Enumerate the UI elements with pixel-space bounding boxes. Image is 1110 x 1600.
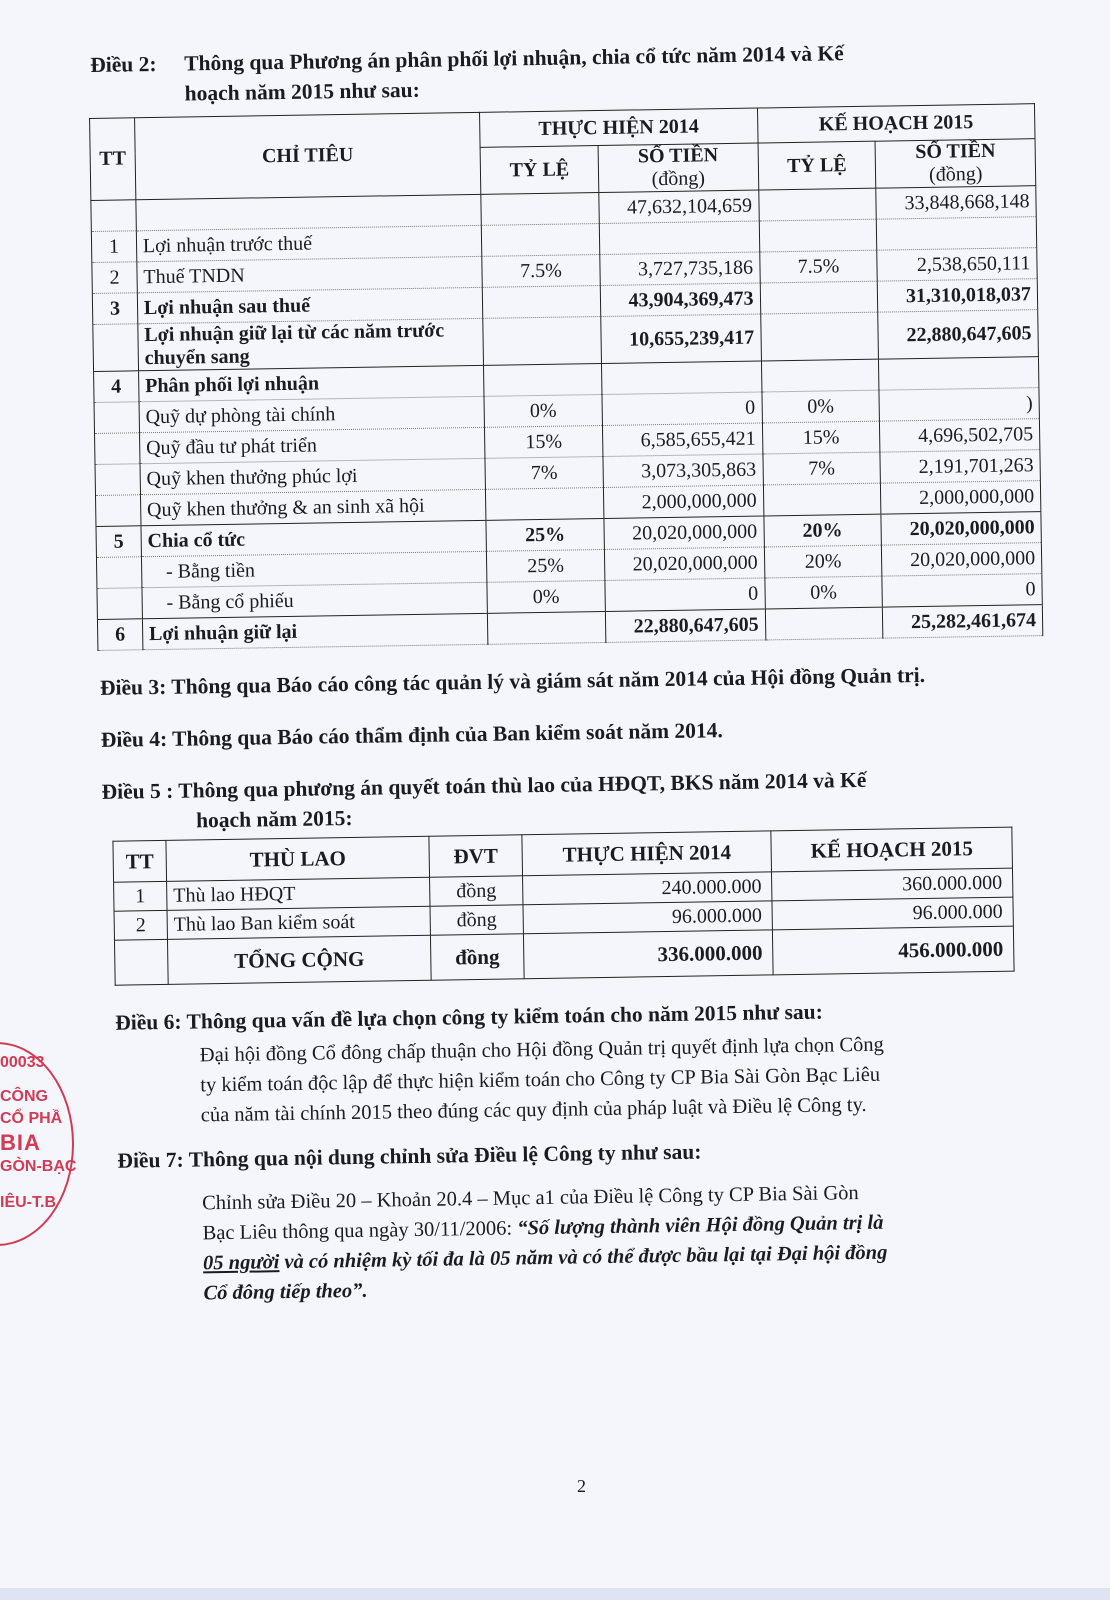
dieu6-para-line: của năm tài chính 2015 theo đúng các quy định của pháp luật và Điều lệ Công ty. bbox=[200, 1093, 867, 1127]
row-name: Quỹ đầu tư phát triển bbox=[139, 427, 485, 463]
row-amount-2015: 4,696,502,705 bbox=[880, 419, 1040, 453]
row-rate-2015: 20% bbox=[764, 545, 882, 578]
row-rate-2015 bbox=[758, 188, 876, 221]
dieu7-quote: Cổ đông tiếp theo”. bbox=[203, 1279, 368, 1305]
seal-text: GÒN-BẠC bbox=[0, 1158, 77, 1175]
row-rate-2015: 0% bbox=[761, 390, 879, 423]
row-amount-2015: 0 bbox=[882, 574, 1042, 608]
row-amount-2014: 3,073,305,863 bbox=[603, 454, 763, 488]
row-rate-2014 bbox=[486, 487, 604, 520]
row-rate-2015: 7.5% bbox=[759, 250, 877, 283]
row-amount-2014: 10,655,239,417 bbox=[601, 314, 761, 364]
row-tt bbox=[95, 464, 140, 496]
row-tt: 2 bbox=[92, 262, 137, 294]
row-rate-2014 bbox=[482, 286, 600, 319]
profit-distribution-table bbox=[89, 103, 1043, 651]
dieu4-text: Thông qua Báo cáo thẩm định của Ban kiểm soát năm 2014. bbox=[171, 718, 723, 751]
row-rate-2014: 7.5% bbox=[482, 255, 600, 288]
row-amount-2014 bbox=[599, 221, 759, 255]
row-amount-2015: 20,020,000,000 bbox=[882, 543, 1042, 577]
row-amount-2015: 31,310,018,037 bbox=[878, 279, 1038, 313]
scan-bottom-band bbox=[0, 1588, 1110, 1600]
row-rate-2015 bbox=[759, 219, 877, 252]
row-name: Lợi nhuận giữ lại bbox=[142, 613, 488, 649]
dieu7-quote: “Số lượng thành viên Hội đồng Quản trị là bbox=[517, 1211, 884, 1240]
row-amount-2014: 20,020,000,000 bbox=[604, 516, 764, 550]
row-rate-2014: 0% bbox=[484, 395, 602, 428]
row-amount-2014: 0 bbox=[605, 578, 765, 612]
dieu5-label: Điều 5 : bbox=[101, 778, 174, 804]
so-tien-label: SỐ TIỀN bbox=[915, 139, 996, 164]
company-seal bbox=[0, 1052, 80, 1252]
document-page bbox=[90, 35, 1070, 1310]
row-rate-2014: 7% bbox=[485, 456, 603, 489]
col-chi-tieu: CHỈ TIÊU bbox=[134, 112, 480, 199]
row-amount-2015: 2,538,650,111 bbox=[877, 248, 1037, 282]
row-name: - Bằng cổ phiếu bbox=[142, 582, 488, 618]
row-rate-2014 bbox=[481, 193, 599, 226]
seal-text: CÔNG bbox=[0, 1088, 48, 1105]
row-name: Quỹ dự phòng tài chính bbox=[139, 396, 485, 432]
row-tt bbox=[93, 324, 139, 372]
col-ke-hoach: KẾ HOẠCH 2015 bbox=[757, 104, 1035, 143]
seal-text: 00033 bbox=[0, 1054, 45, 1071]
col-thu-lao: THÙ LAO bbox=[166, 836, 430, 881]
row-tt: 3 bbox=[92, 293, 137, 325]
row-rate-2015: 20% bbox=[763, 514, 881, 547]
dieu7-paragraph bbox=[108, 1175, 1070, 1310]
col-thuc-hien: THỰC HIỆN 2014 bbox=[480, 108, 758, 147]
col-so-tien-2014 bbox=[598, 143, 758, 193]
row-amount-2014: 0 bbox=[602, 392, 762, 426]
row-name: Chia cổ tức bbox=[141, 520, 487, 556]
row-name: Lợi nhuận trước thuế bbox=[136, 225, 482, 261]
row-rate-2014: 25% bbox=[487, 549, 605, 582]
col-thuc-hien: THỰC HIỆN 2014 bbox=[522, 831, 772, 876]
row-rate-2015 bbox=[763, 483, 881, 516]
row-rate-2015 bbox=[765, 607, 883, 640]
row-amount-2014: 22,880,647,605 bbox=[605, 609, 765, 643]
total-amount-2015: 456.000.000 bbox=[773, 926, 1014, 975]
total-amount-2014: 336.000.000 bbox=[523, 930, 773, 979]
row-amount-2015: 22,880,647,605 bbox=[878, 310, 1038, 360]
row-amount-2015: 96.000.000 bbox=[772, 897, 1013, 930]
row-amount-2014: 20,020,000,000 bbox=[604, 547, 764, 581]
row-name: Lợi nhuận giữ lại từ các năm trước chuyển sang bbox=[138, 318, 484, 370]
row-amount-2015: 2,000,000,000 bbox=[881, 481, 1041, 515]
dieu2-heading bbox=[90, 35, 1051, 110]
row-rate-2014: 15% bbox=[485, 425, 603, 458]
row-rate-2014: 0% bbox=[487, 580, 605, 613]
row-amount-2014: 3,727,735,186 bbox=[600, 252, 760, 286]
row-amount-2014: 43,904,369,473 bbox=[600, 283, 760, 317]
row-tt bbox=[97, 588, 142, 620]
seal-text: BIA bbox=[0, 1130, 41, 1155]
row-amount-2015: ) bbox=[879, 388, 1039, 422]
page-number: 2 bbox=[577, 1476, 586, 1496]
row-tt: 5 bbox=[96, 526, 141, 558]
dieu5-line1: Thông qua phương án quyết toán thù lao của HĐQT, BKS năm 2014 và Kế bbox=[178, 767, 867, 803]
dieu7-text: Thông qua nội dung chỉnh sửa Điều lệ Công ty như sau: bbox=[188, 1139, 702, 1172]
row-rate-2015: 0% bbox=[764, 576, 882, 609]
row-amount-2014: 2,000,000,000 bbox=[603, 485, 763, 519]
remuneration-table bbox=[112, 827, 1014, 986]
row-rate-2014 bbox=[484, 364, 602, 397]
row-tt: 1 bbox=[91, 231, 136, 263]
row-tt bbox=[114, 939, 168, 985]
dong-label: (đồng) bbox=[651, 167, 706, 191]
row-tt: 2 bbox=[114, 910, 167, 940]
row-amount-2014: 96.000.000 bbox=[523, 901, 773, 934]
col-dvt: ĐVT bbox=[429, 835, 523, 877]
dieu3-label: Điều 3: bbox=[99, 674, 167, 700]
row-amount-2015: 360.000.000 bbox=[772, 868, 1013, 901]
col-ke-hoach: KẾ HOẠCH 2015 bbox=[771, 827, 1012, 872]
col-so-tien-2015 bbox=[875, 139, 1035, 189]
row-name: Quỹ khen thưởng phúc lợi bbox=[140, 458, 486, 494]
total-label: TỔNG CỘNG bbox=[167, 935, 431, 984]
seal-text: IÊU-T.B bbox=[0, 1194, 56, 1211]
dieu6-text: Thông qua vấn đề lựa chọn công ty kiểm toán cho năm 2015 như sau: bbox=[186, 999, 823, 1034]
so-tien-label: SỐ TIỀN bbox=[637, 144, 719, 168]
row-tt bbox=[95, 495, 140, 527]
row-rate-2015 bbox=[760, 281, 878, 314]
col-ty-le-2015: TỶ LỆ bbox=[758, 141, 877, 190]
col-tt: TT bbox=[90, 118, 136, 201]
row-rate-2015: 15% bbox=[762, 421, 880, 454]
dieu4-label: Điều 4: bbox=[100, 726, 168, 752]
row-name: - Bằng tiền bbox=[141, 551, 487, 587]
row-tt bbox=[96, 557, 141, 589]
row-tt: 6 bbox=[97, 619, 142, 651]
row-rate-2015: 7% bbox=[762, 452, 880, 485]
dieu2-label: Điều 2: bbox=[90, 51, 157, 77]
row-rate-2014 bbox=[487, 611, 605, 644]
row-name: Lợi nhuận sau thuế bbox=[137, 287, 483, 323]
dong-label: (đồng) bbox=[928, 162, 983, 186]
dieu5-line2: hoạch năm 2015: bbox=[195, 805, 353, 833]
row-name: Quỹ khen thưởng & an sinh xã hội bbox=[140, 489, 486, 525]
dieu7-quote: và có nhiệm kỳ tối đa là 05 năm và có thể được bầu lại tại Đại hội đồng bbox=[279, 1241, 888, 1274]
dieu2-line2: hoạch năm 2015 như sau: bbox=[184, 77, 420, 106]
col-tt: TT bbox=[113, 840, 167, 882]
dieu6-paragraph bbox=[106, 1027, 1067, 1132]
row-amount-2015: 25,282,461,674 bbox=[883, 605, 1043, 639]
seal-text: CỔ PHẦ bbox=[0, 1110, 63, 1127]
row-amount-2015: 2,191,701,263 bbox=[880, 450, 1040, 484]
total-unit: đồng bbox=[430, 934, 524, 980]
dieu3-text: Thông qua Báo cáo công tác quản lý và giám sát năm 2014 của Hội đồng Quản trị. bbox=[171, 662, 926, 699]
row-rate-2015 bbox=[760, 312, 879, 361]
row-name: Thù lao HĐQT bbox=[167, 877, 430, 910]
row-rate-2014 bbox=[481, 224, 599, 257]
row-unit: đồng bbox=[430, 905, 523, 935]
row-amount-2014: 6,585,655,421 bbox=[602, 423, 762, 457]
row-rate-2014: 25% bbox=[486, 518, 604, 551]
col-ty-le-2014: TỶ LỆ bbox=[480, 146, 599, 195]
dieu2-line1: Thông qua Phương án phân phối lợi nhuận, chia cổ tức năm 2014 và Kế bbox=[184, 41, 844, 76]
row-amount-2015: 33,848,668,148 bbox=[876, 186, 1036, 220]
row-rate-2015 bbox=[761, 359, 879, 392]
row-tt bbox=[94, 402, 139, 434]
row-tt: 4 bbox=[94, 371, 139, 403]
row-amount-2014: 47,632,104,659 bbox=[599, 190, 759, 224]
row-unit: đồng bbox=[430, 876, 523, 906]
row-amount-2014 bbox=[601, 361, 761, 395]
row-name: Phân phối lợi nhuận bbox=[138, 365, 484, 401]
row-tt bbox=[95, 433, 140, 465]
row-amount-2015 bbox=[879, 357, 1039, 391]
dieu7-label: Điều 7: bbox=[117, 1147, 184, 1173]
row-name: Thù lao Ban kiểm soát bbox=[167, 906, 430, 939]
row-amount-2014: 240.000.000 bbox=[523, 872, 773, 905]
dieu6-para-line: ty kiểm toán độc lập để thực hiện kiểm toán cho Công ty CP Bia Sài Gòn Bạc Liêu bbox=[200, 1063, 881, 1097]
row-rate-2014 bbox=[483, 317, 602, 366]
row-name: Thuế TNDN bbox=[137, 256, 483, 292]
dieu7-quote-underlined: 05 người bbox=[202, 1251, 280, 1275]
row-amount-2015 bbox=[877, 217, 1037, 251]
dieu7-para-line: Bạc Liêu thông qua ngày 30/11/2006: bbox=[202, 1217, 518, 1245]
row-amount-2015: 20,020,000,000 bbox=[881, 512, 1041, 546]
dieu6-para-line: Đại hội đồng Cổ đông chấp thuận cho Hội đồng Quản trị quyết định lựa chọn Công bbox=[199, 1033, 885, 1067]
row-tt bbox=[91, 200, 136, 232]
row-tt: 1 bbox=[114, 881, 167, 911]
dieu6-label: Điều 6: bbox=[115, 1009, 182, 1035]
dieu7-para-line: Chỉnh sửa Điều 20 – Khoản 20.4 – Mục a1 của Điều lệ Công ty CP Bia Sài Gòn bbox=[201, 1182, 859, 1215]
